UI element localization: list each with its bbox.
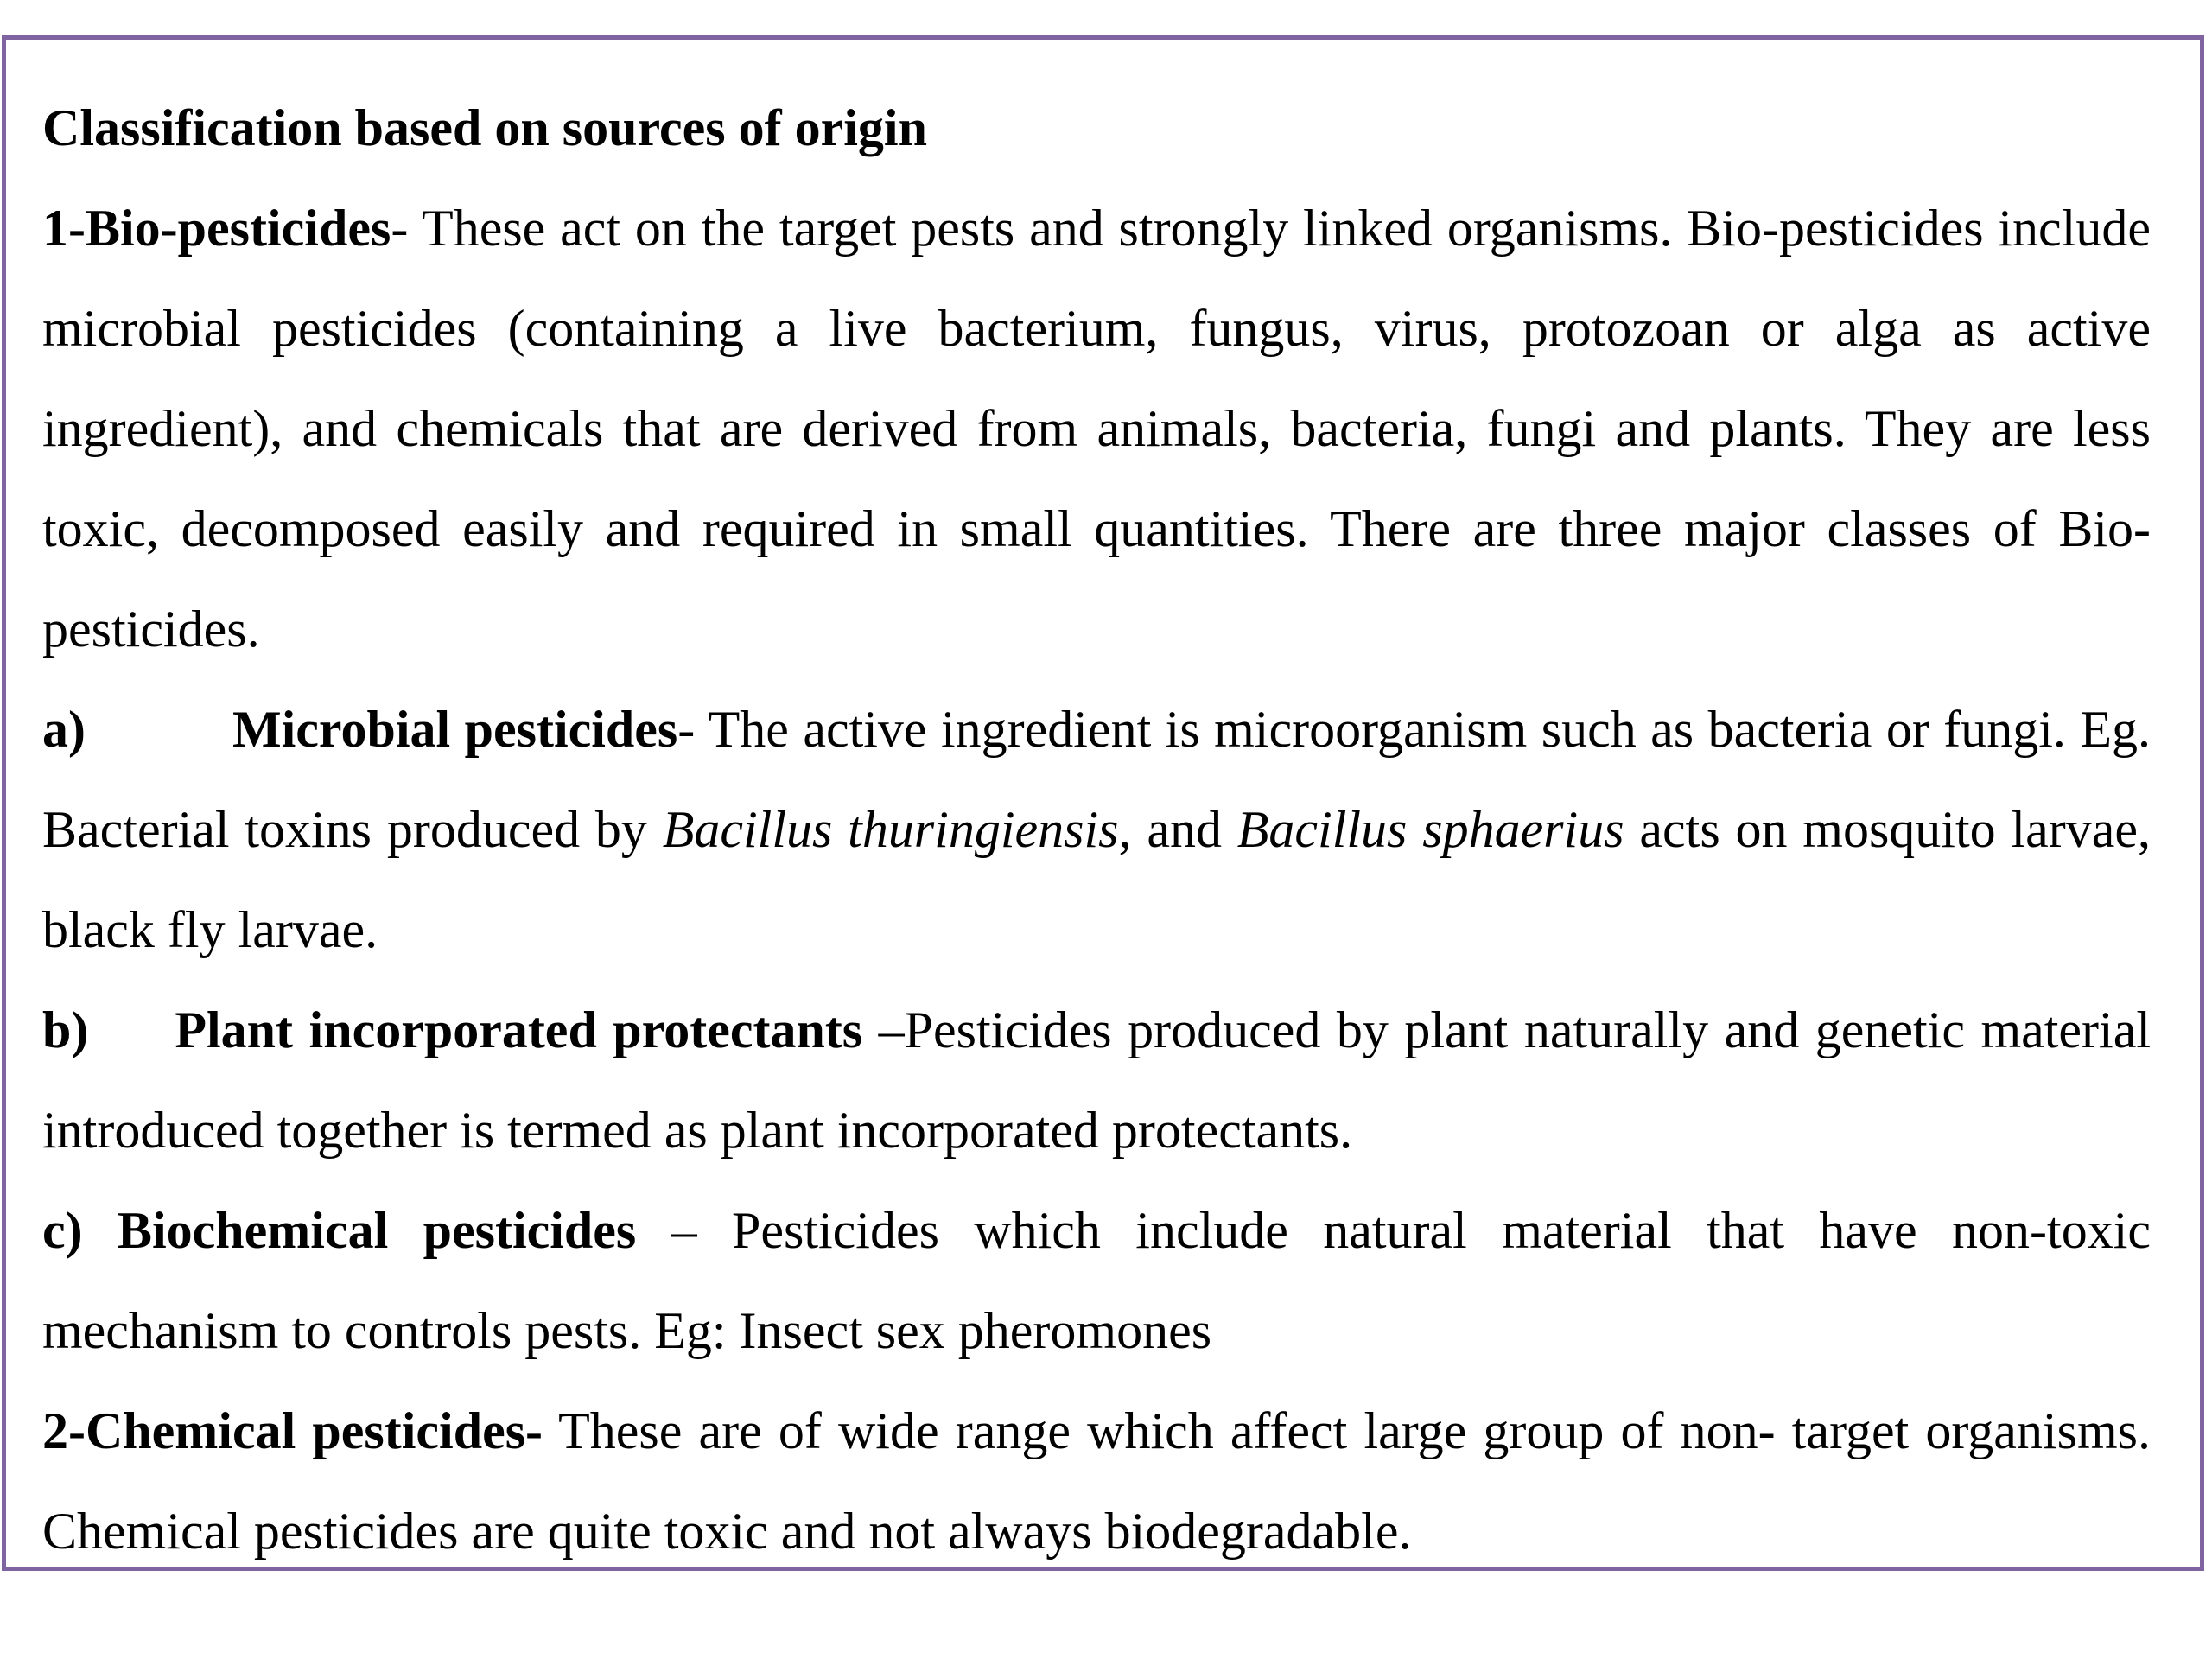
microbial-pesticides-label: Microbial pesticides — [232, 701, 678, 758]
plant-marker: b) — [42, 1001, 89, 1058]
text-box — [2, 35, 2204, 1571]
plant-protectants-paragraph — [42, 980, 2151, 1180]
bio-pesticides-text: - These act on the target pests and strongly linked organisms. Bio-pesticides include microbial pesticides (containing a live bacterium, fungus, virus, protozoan or alga as active ingredient), and chemicals that are derived from animals, bacteria, fungi and plants. They are less toxic, decomposed easily and required in small quantities. There are three major classes of Bio-pesticides. — [42, 200, 2151, 658]
bio-pesticides-paragraph — [42, 178, 2151, 679]
species-bacillus-sphaerius: Bacillus sphaerius — [1236, 801, 1624, 858]
bio-pesticides-label: 1-Bio-pesticides — [42, 200, 391, 257]
plant-protectants-text: –Pesticides produced by plant naturally and genetic material introduced together is termed as plant incorporated protectants. — [42, 1001, 2151, 1159]
biochemical-pesticides-paragraph — [42, 1180, 2151, 1381]
microbial-marker: a) — [42, 701, 86, 758]
plant-protectants-label: Plant incorporated protectants — [175, 1001, 863, 1058]
microbial-pesticides-paragraph — [42, 679, 2151, 980]
microbial-text-2: , and — [1118, 801, 1237, 858]
biochemical-marker: c) — [42, 1202, 83, 1259]
microbial-text-1: - The active ingredient is microorganism such as bacteria or fungi. Eg. Bacterial toxins produced by — [42, 701, 2151, 858]
species-bacillus-thuringiensis: Bacillus thuringiensis — [662, 801, 1119, 858]
box-title: Classification based on sources of origin — [42, 99, 927, 156]
microbial-text-3: acts on mosquito larvae, black fly larvae. — [42, 801, 2151, 958]
chemical-pesticides-label: 2-Chemical pesticides- — [42, 1402, 543, 1459]
biochemical-pesticides-text: – Pesticides which include natural material that have non-toxic mechanism to controls pests. Eg: Insect sex pheromones — [42, 1202, 2151, 1359]
chemical-pesticides-paragraph — [42, 1381, 2151, 1581]
chemical-pesticides-text: These are of wide range which affect large group of non- target organisms. Chemical pesticides are quite toxic and not always biodegradable. — [42, 1402, 2151, 1560]
biochemical-pesticides-label: Biochemical pesticides — [117, 1202, 637, 1259]
